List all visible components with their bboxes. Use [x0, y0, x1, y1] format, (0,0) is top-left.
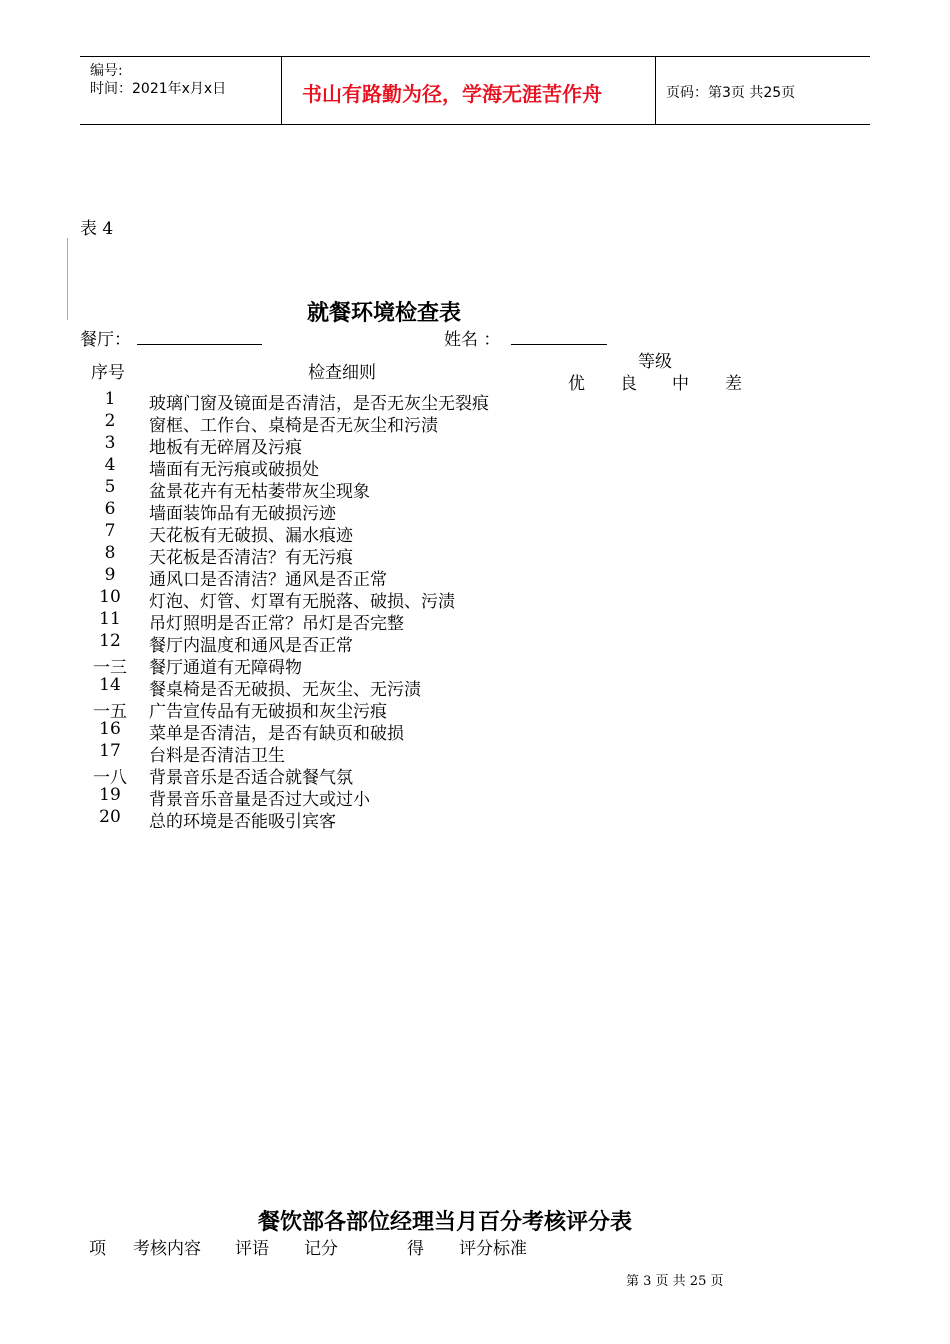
restaurant-label: 餐厅：	[80, 330, 131, 350]
second-table-header: 得	[407, 1239, 424, 1259]
row-detail: 餐厅内温度和通风是否正常	[149, 636, 353, 656]
row-detail: 餐桌椅是否无破损、无灰尘、无污渍	[149, 680, 421, 700]
row-number: 7	[104, 521, 116, 541]
row-number: 17	[99, 741, 121, 761]
page-footer: 第 3 页 共 25 页	[626, 1274, 724, 1289]
row-number: 10	[99, 587, 121, 607]
row-detail: 吊灯照明是否正常？吊灯是否完整	[149, 614, 404, 634]
row-detail: 天花板是否清洁？有无污痕	[149, 548, 353, 568]
header-bottom-rule	[80, 124, 870, 125]
row-detail: 地板有无碎屑及污痕	[149, 438, 302, 458]
row-detail: 灯泡、灯管、灯罩有无脱落、破损、污渍	[149, 592, 455, 612]
second-table-title: 餐饮部各部位经理当月百分考核评分表	[258, 1209, 633, 1235]
row-number: 14	[99, 675, 121, 695]
row-number: 5	[104, 477, 116, 497]
row-number: 9	[104, 565, 116, 585]
number-label: 编号:	[90, 63, 123, 79]
second-table-header: 评语	[235, 1239, 269, 1259]
header-divider	[655, 56, 656, 125]
grade-good: 良	[620, 374, 637, 394]
grade-fair: 中	[672, 374, 689, 394]
page-label: 页码：第3页 共25页	[666, 85, 796, 101]
grade-poor: 差	[725, 374, 742, 394]
row-number: 一五	[93, 702, 127, 722]
row-detail: 天花板有无破损、漏水痕迹	[149, 526, 353, 546]
row-number: 16	[99, 719, 121, 739]
row-number: 8	[104, 543, 116, 563]
row-detail: 墙面装饰品有无破损污迹	[149, 504, 336, 524]
form-title: 就餐环境检查表	[307, 300, 462, 326]
second-table-header: 记分	[304, 1239, 338, 1259]
row-detail: 窗框、工作台、桌椅是否无灰尘和污渍	[149, 416, 438, 436]
row-number: 一三	[93, 658, 127, 678]
name-label: 姓名 ：	[444, 330, 501, 350]
margin-mark	[67, 238, 68, 320]
row-number: 12	[99, 631, 121, 651]
table-label: 表 4	[80, 219, 114, 239]
row-number: 3	[104, 433, 116, 453]
row-number: 1	[104, 389, 116, 409]
row-number: 20	[99, 807, 121, 827]
row-detail: 背景音乐是否适合就餐气氛	[149, 768, 353, 788]
header-top-rule	[80, 56, 870, 57]
second-table-header: 考核内容	[133, 1239, 201, 1259]
time-label: 时间：2021年x月x日	[90, 81, 227, 97]
col-detail-header: 检查细则	[308, 363, 376, 383]
row-detail: 总的环境是否能吸引宾客	[149, 812, 336, 832]
grade-excellent: 优	[568, 374, 585, 394]
name-field-line	[511, 344, 607, 345]
row-number: 4	[104, 455, 116, 475]
second-table-header: 项	[89, 1239, 106, 1259]
col-grade-header: 等级	[638, 352, 672, 372]
header-divider	[281, 56, 282, 125]
restaurant-field-line	[137, 344, 262, 345]
col-seq-header: 序号	[91, 363, 125, 383]
second-table-header: 评分标准	[459, 1239, 527, 1259]
row-number: 2	[104, 411, 116, 431]
row-detail: 背景音乐音量是否过大或过小	[149, 790, 370, 810]
page-header	[80, 56, 870, 125]
row-number: 6	[104, 499, 116, 519]
row-detail: 通风口是否清洁？通风是否正常	[149, 570, 387, 590]
row-detail: 菜单是否清洁，是否有缺页和破损	[149, 724, 404, 744]
row-detail: 台料是否清洁卫生	[149, 746, 285, 766]
row-detail: 盆景花卉有无枯萎带灰尘现象	[149, 482, 370, 502]
row-detail: 广告宣传品有无破损和灰尘污痕	[149, 702, 387, 722]
motto: 书山有路勤为径，学海无涯苦作舟	[302, 82, 602, 106]
row-detail: 墙面有无污痕或破损处	[149, 460, 319, 480]
row-detail: 玻璃门窗及镜面是否清洁，是否无灰尘无裂痕	[149, 394, 489, 414]
row-detail: 餐厅通道有无障碍物	[149, 658, 302, 678]
row-number: 11	[99, 609, 121, 629]
row-number: 一八	[93, 768, 127, 788]
row-number: 19	[99, 785, 121, 805]
